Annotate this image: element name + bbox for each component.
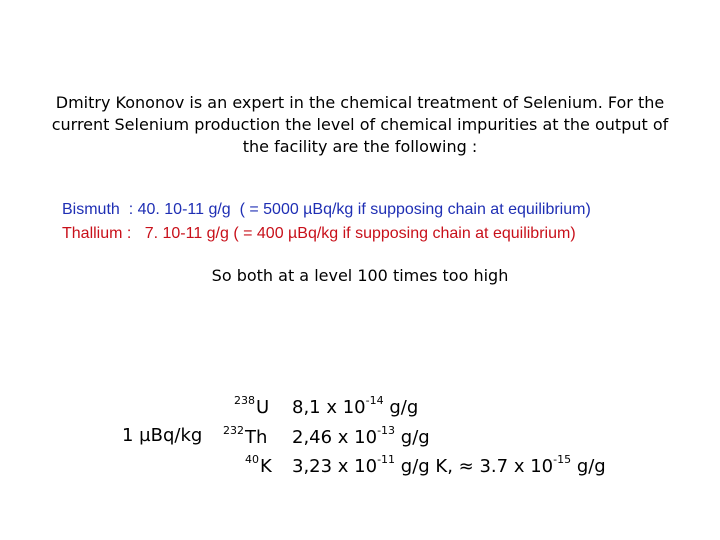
- intro-line-3: the facility are the following :: [242, 137, 478, 156]
- intro-paragraph: [40, 92, 680, 158]
- isotope-u238: [234, 394, 269, 418]
- bismuth-measurement: Bismuth : 40. 10-11 g/g ( = 5000 µBq/kg if supposing chain at equilibrium): [62, 201, 591, 218]
- isotope-k40: [245, 453, 272, 477]
- value-suffix: g/g: [400, 427, 430, 448]
- value-suffix: g/g K, ≈ 3.7 x 10: [400, 456, 554, 477]
- conversion-value-k: [292, 453, 606, 477]
- isotope-symbol: Th: [245, 427, 268, 448]
- intro-line-2: current Selenium production the level of chemical impurities at the output of: [51, 115, 669, 134]
- value-exponent: -13: [377, 424, 396, 437]
- value-mantissa: 8,1 x 10: [292, 397, 366, 418]
- isotope-mass: 40: [245, 453, 259, 466]
- isotope-th232: [223, 424, 267, 448]
- isotope-symbol: U: [256, 397, 270, 418]
- conversion-value-th: [292, 424, 430, 448]
- isotope-mass: 238: [234, 394, 255, 407]
- isotope-mass: 232: [223, 424, 244, 437]
- conversion-value-u: [292, 394, 419, 418]
- isotope-symbol: K: [260, 456, 272, 477]
- unit-activity-label: 1 µBq/kg: [122, 425, 203, 446]
- conclusion-text: So both at a level 100 times too high: [211, 266, 509, 285]
- value-exponent: -11: [377, 453, 396, 466]
- value-exponent: -14: [365, 394, 384, 407]
- value-exponent-2: -15: [553, 453, 572, 466]
- value-mantissa: 3,23 x 10: [292, 456, 378, 477]
- value-suffix-2: g/g: [576, 456, 606, 477]
- value-mantissa: 2,46 x 10: [292, 427, 378, 448]
- value-suffix: g/g: [389, 397, 419, 418]
- intro-line-1: Dmitry Kononov is an expert in the chemical treatment of Selenium. For the: [55, 93, 665, 112]
- thallium-measurement: Thallium : 7. 10-11 g/g ( = 400 µBq/kg if supposing chain at equilibrium): [62, 225, 576, 242]
